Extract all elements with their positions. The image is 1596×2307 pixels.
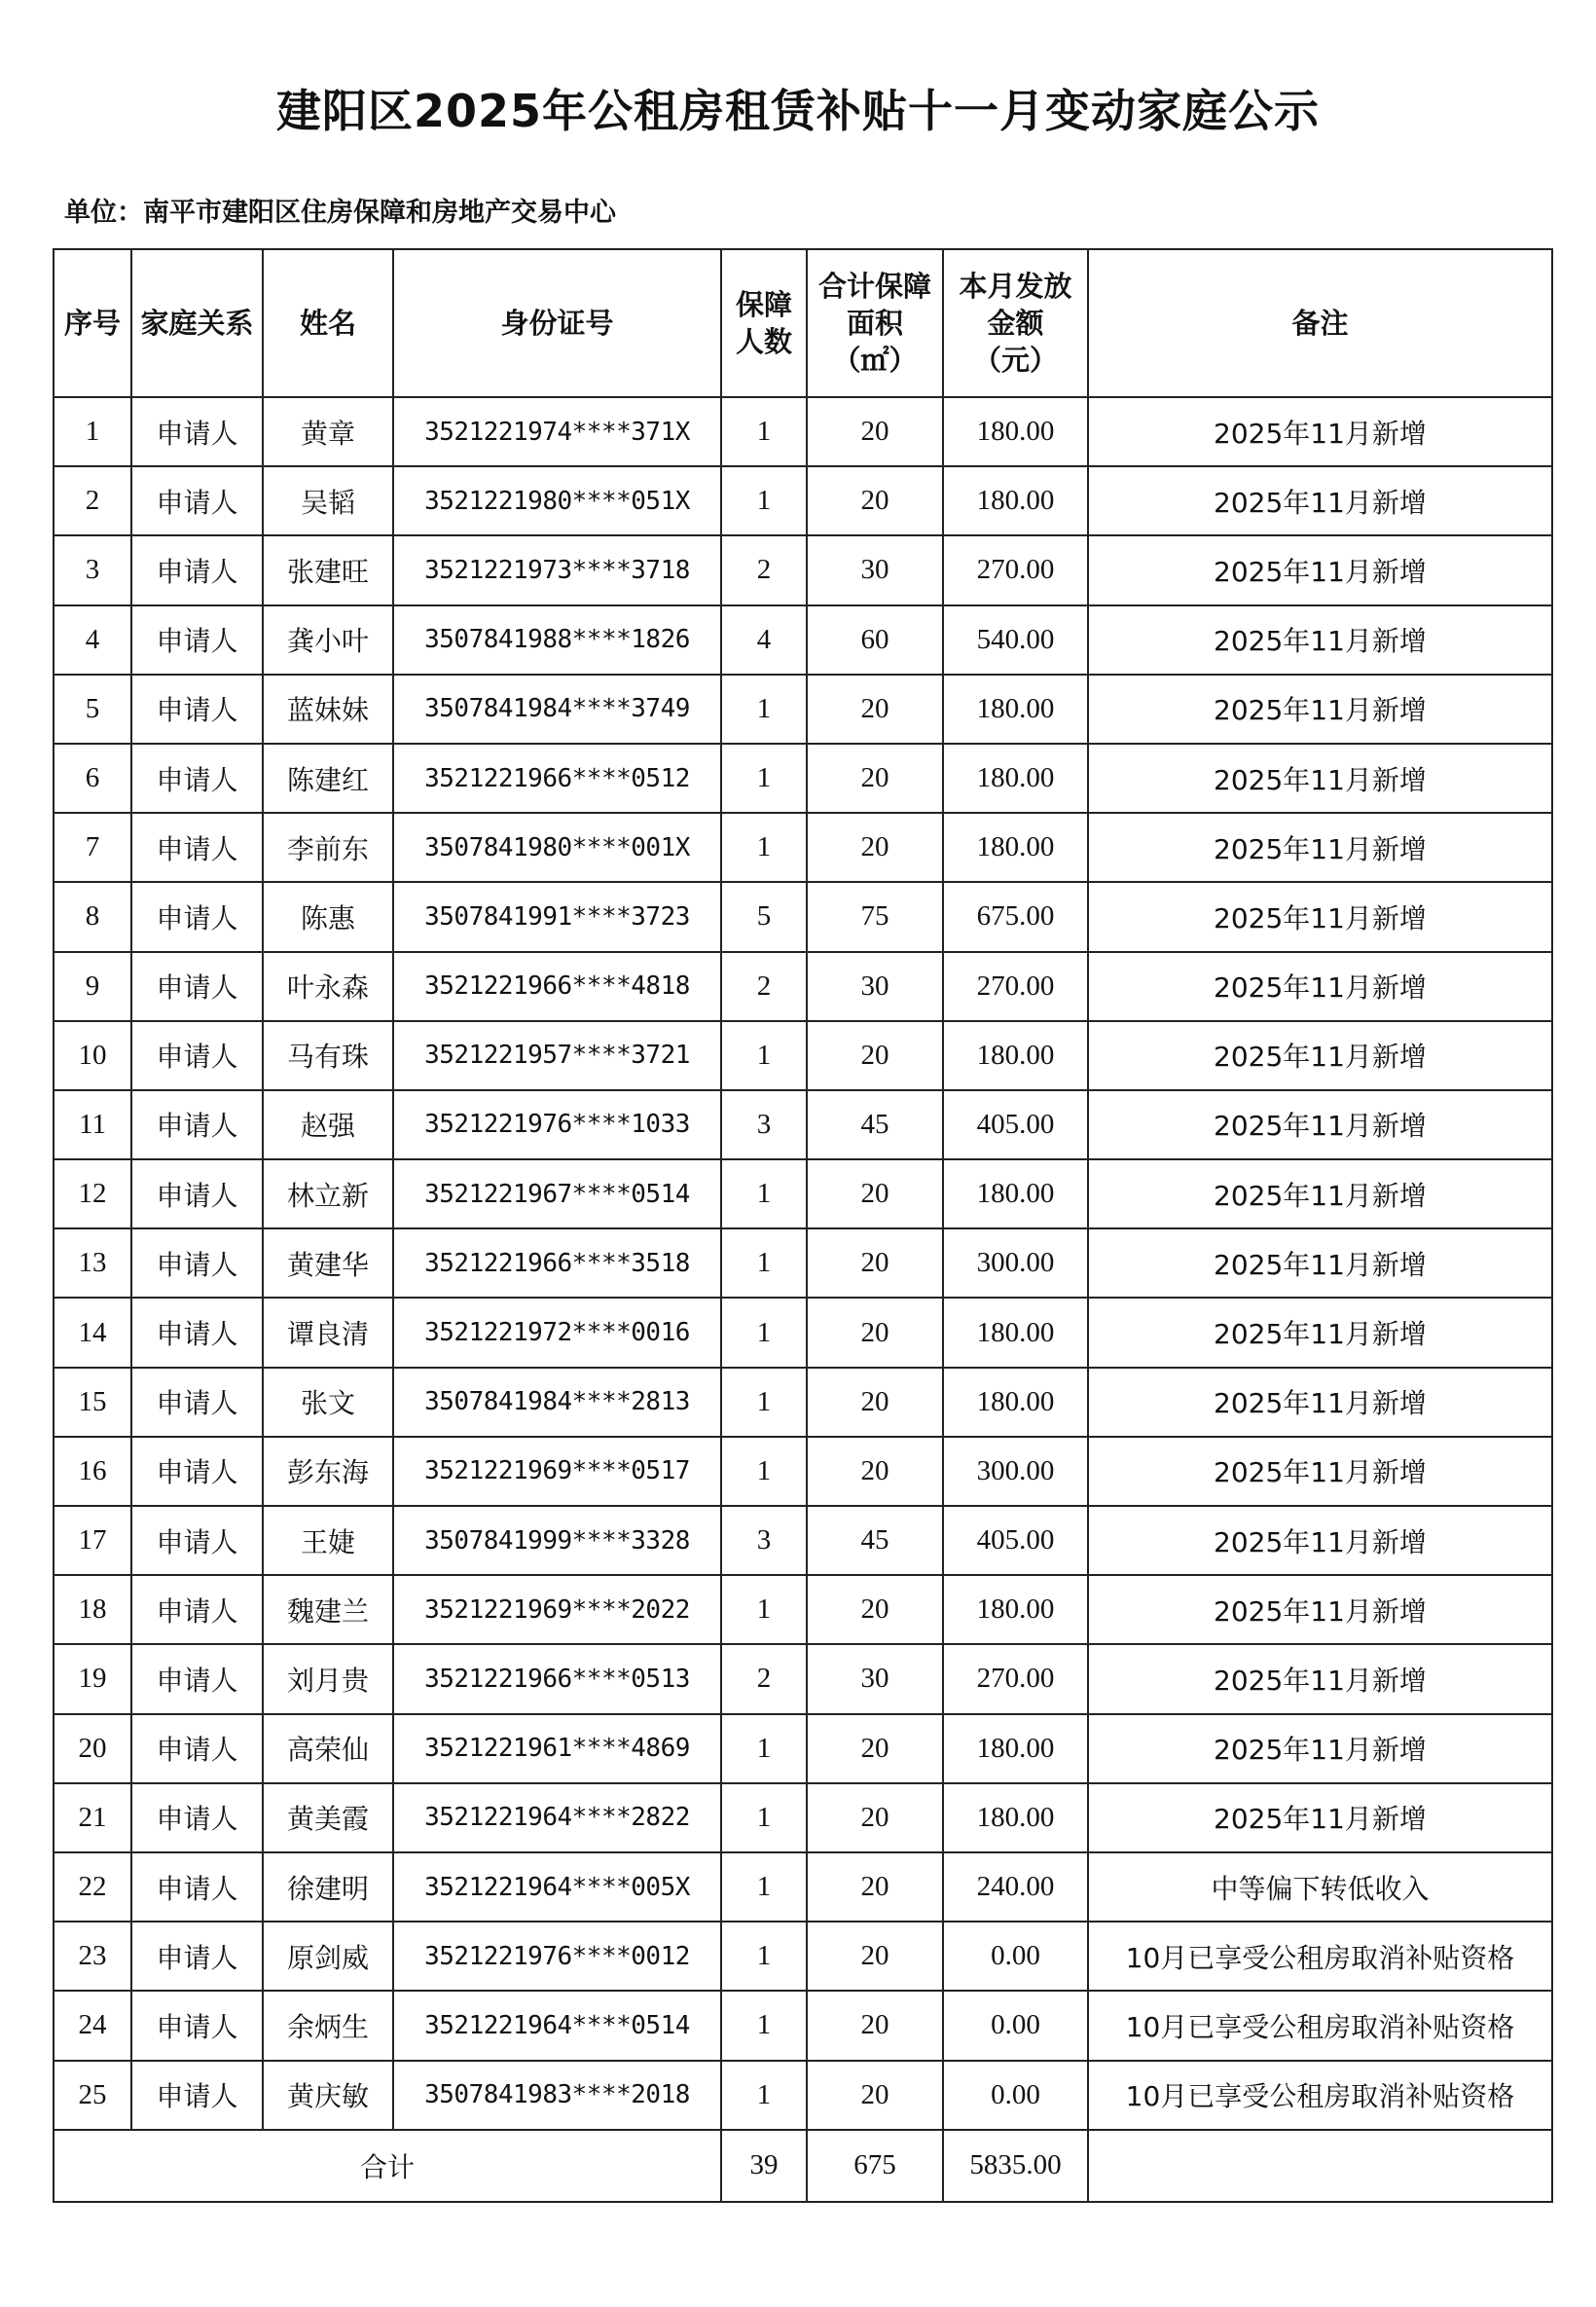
- cell-id: 3521221964****2822: [393, 1783, 721, 1852]
- cell-relation: 申请人: [131, 1090, 263, 1159]
- table-row: [54, 952, 1552, 1021]
- cell-relation: 申请人: [131, 1368, 263, 1437]
- header-relation: 家庭关系: [131, 249, 263, 397]
- cell-id: 3521221976****0012: [393, 1922, 721, 1991]
- cell-amount: 540.00: [943, 605, 1088, 675]
- table-row: [54, 1228, 1552, 1298]
- cell-seq: 19: [54, 1644, 131, 1713]
- cell-amount: 270.00: [943, 535, 1088, 604]
- cell-id: 3521221966****0513: [393, 1644, 721, 1713]
- cell-note: 2025年11月新增: [1088, 1575, 1552, 1644]
- cell-people: 1: [721, 2061, 807, 2130]
- cell-area: 20: [807, 1991, 943, 2060]
- cell-seq: 23: [54, 1922, 131, 1991]
- cell-note: 2025年11月新增: [1088, 813, 1552, 882]
- cell-amount: 405.00: [943, 1506, 1088, 1575]
- cell-relation: 申请人: [131, 1575, 263, 1644]
- cell-people: 1: [721, 1852, 807, 1922]
- header-area-line2: 面积: [846, 307, 903, 340]
- table-row: [54, 535, 1552, 604]
- cell-area: 20: [807, 813, 943, 882]
- cell-id: 3521221966****4818: [393, 952, 721, 1021]
- table-row: [54, 2061, 1552, 2130]
- cell-name: 马有珠: [263, 1021, 393, 1090]
- cell-relation: 申请人: [131, 1228, 263, 1298]
- cell-relation: 申请人: [131, 535, 263, 604]
- cell-seq: 6: [54, 744, 131, 813]
- cell-amount: 405.00: [943, 1090, 1088, 1159]
- cell-area: 20: [807, 1575, 943, 1644]
- cell-seq: 7: [54, 813, 131, 882]
- cell-note: 2025年11月新增: [1088, 952, 1552, 1021]
- cell-seq: 11: [54, 1090, 131, 1159]
- cell-note: 2025年11月新增: [1088, 1021, 1552, 1090]
- cell-area: 20: [807, 466, 943, 535]
- cell-people: 1: [721, 1922, 807, 1991]
- cell-amount: 270.00: [943, 952, 1088, 1021]
- header-row: [54, 249, 1552, 397]
- cell-seq: 9: [54, 952, 131, 1021]
- cell-name: 原剑威: [263, 1922, 393, 1991]
- cell-people: 1: [721, 1991, 807, 2060]
- cell-people: 1: [721, 1298, 807, 1367]
- cell-amount: 180.00: [943, 1783, 1088, 1852]
- header-people-line2: 人数: [735, 325, 792, 358]
- header-note: 备注: [1088, 249, 1552, 397]
- cell-amount: 0.00: [943, 2061, 1088, 2130]
- header-area-line1: 合计保障: [817, 270, 931, 303]
- cell-id: 3521221964****005X: [393, 1852, 721, 1922]
- cell-people: 1: [721, 1021, 807, 1090]
- total-row: [54, 2130, 1552, 2202]
- cell-area: 20: [807, 1159, 943, 1228]
- cell-seq: 4: [54, 605, 131, 675]
- cell-amount: 180.00: [943, 1298, 1088, 1367]
- cell-note: 2025年11月新增: [1088, 1506, 1552, 1575]
- total-amount: 5835.00: [943, 2130, 1088, 2202]
- cell-relation: 申请人: [131, 1852, 263, 1922]
- cell-area: 20: [807, 675, 943, 744]
- cell-note: 2025年11月新增: [1088, 744, 1552, 813]
- cell-note: 2025年11月新增: [1088, 466, 1552, 535]
- cell-area: 75: [807, 882, 943, 951]
- header-amount-line1: 本月发放: [959, 270, 1072, 303]
- cell-amount: 180.00: [943, 397, 1088, 466]
- cell-people: 2: [721, 952, 807, 1021]
- cell-relation: 申请人: [131, 466, 263, 535]
- table-row: [54, 1298, 1552, 1367]
- cell-id: 3521221966****3518: [393, 1228, 721, 1298]
- cell-area: 20: [807, 1021, 943, 1090]
- cell-amount: 180.00: [943, 1714, 1088, 1783]
- cell-note: 2025年11月新增: [1088, 1090, 1552, 1159]
- cell-id: 3521221961****4869: [393, 1714, 721, 1783]
- cell-amount: 180.00: [943, 1368, 1088, 1437]
- cell-id: 3507841999****3328: [393, 1506, 721, 1575]
- cell-amount: 0.00: [943, 1922, 1088, 1991]
- cell-amount: 180.00: [943, 1575, 1088, 1644]
- cell-note: 2025年11月新增: [1088, 397, 1552, 466]
- cell-note: 2025年11月新增: [1088, 535, 1552, 604]
- cell-area: 45: [807, 1090, 943, 1159]
- cell-id: 3507841983****2018: [393, 2061, 721, 2130]
- cell-name: 叶永森: [263, 952, 393, 1021]
- cell-area: 20: [807, 1852, 943, 1922]
- cell-id: 3521221957****3721: [393, 1021, 721, 1090]
- cell-id: 3521221976****1033: [393, 1090, 721, 1159]
- table-row: [54, 605, 1552, 675]
- cell-relation: 申请人: [131, 952, 263, 1021]
- cell-note: 中等偏下转低收入: [1088, 1852, 1552, 1922]
- cell-relation: 申请人: [131, 744, 263, 813]
- header-amount: [943, 249, 1088, 397]
- cell-seq: 3: [54, 535, 131, 604]
- table-row: [54, 744, 1552, 813]
- table-row: [54, 466, 1552, 535]
- cell-area: 20: [807, 744, 943, 813]
- cell-note: 2025年11月新增: [1088, 1298, 1552, 1367]
- table-row: [54, 1368, 1552, 1437]
- cell-people: 5: [721, 882, 807, 951]
- issuing-unit: 单位：南平市建阳区住房保障和房地产交易中心: [64, 198, 616, 228]
- cell-id: 3507841984****2813: [393, 1368, 721, 1437]
- cell-relation: 申请人: [131, 675, 263, 744]
- table-row: [54, 1437, 1552, 1506]
- table-row: [54, 1159, 1552, 1228]
- cell-seq: 25: [54, 2061, 131, 2130]
- cell-people: 1: [721, 1575, 807, 1644]
- cell-relation: 申请人: [131, 882, 263, 951]
- cell-people: 1: [721, 397, 807, 466]
- cell-people: 1: [721, 675, 807, 744]
- cell-seq: 24: [54, 1991, 131, 2060]
- header-id: 身份证号: [393, 249, 721, 397]
- cell-name: 张文: [263, 1368, 393, 1437]
- cell-seq: 5: [54, 675, 131, 744]
- table-row: [54, 1506, 1552, 1575]
- cell-relation: 申请人: [131, 1783, 263, 1852]
- cell-id: 3507841991****3723: [393, 882, 721, 951]
- cell-relation: 申请人: [131, 1298, 263, 1367]
- cell-seq: 2: [54, 466, 131, 535]
- cell-id: 3521221973****3718: [393, 535, 721, 604]
- table-row: [54, 1021, 1552, 1090]
- cell-seq: 8: [54, 882, 131, 951]
- cell-people: 3: [721, 1090, 807, 1159]
- cell-name: 李前东: [263, 813, 393, 882]
- cell-name: 黄建华: [263, 1228, 393, 1298]
- cell-id: 3521221964****0514: [393, 1991, 721, 2060]
- cell-id: 3507841984****3749: [393, 675, 721, 744]
- total-people: 39: [721, 2130, 807, 2202]
- cell-note: 2025年11月新增: [1088, 1228, 1552, 1298]
- cell-seq: 16: [54, 1437, 131, 1506]
- cell-people: 2: [721, 535, 807, 604]
- cell-name: 黄章: [263, 397, 393, 466]
- cell-name: 赵强: [263, 1090, 393, 1159]
- cell-people: 4: [721, 605, 807, 675]
- cell-relation: 申请人: [131, 397, 263, 466]
- cell-people: 1: [721, 1368, 807, 1437]
- cell-relation: 申请人: [131, 1922, 263, 1991]
- cell-seq: 20: [54, 1714, 131, 1783]
- cell-seq: 17: [54, 1506, 131, 1575]
- table-row: [54, 1090, 1552, 1159]
- header-amount-line3: （元）: [972, 344, 1058, 377]
- cell-area: 20: [807, 2061, 943, 2130]
- cell-name: 魏建兰: [263, 1575, 393, 1644]
- cell-amount: 0.00: [943, 1991, 1088, 2060]
- cell-note: 10月已享受公租房取消补贴资格: [1088, 1991, 1552, 2060]
- cell-name: 陈建红: [263, 744, 393, 813]
- table-row: [54, 882, 1552, 951]
- cell-amount: 180.00: [943, 1159, 1088, 1228]
- cell-id: 3521221969****2022: [393, 1575, 721, 1644]
- cell-name: 谭良清: [263, 1298, 393, 1367]
- table-row: [54, 675, 1552, 744]
- cell-people: 1: [721, 1159, 807, 1228]
- cell-name: 黄美霞: [263, 1783, 393, 1852]
- cell-amount: 240.00: [943, 1852, 1088, 1922]
- cell-relation: 申请人: [131, 605, 263, 675]
- cell-name: 林立新: [263, 1159, 393, 1228]
- cell-seq: 12: [54, 1159, 131, 1228]
- cell-id: 3521221966****0512: [393, 744, 721, 813]
- cell-name: 徐建明: [263, 1852, 393, 1922]
- cell-note: 2025年11月新增: [1088, 605, 1552, 675]
- cell-note: 2025年11月新增: [1088, 1714, 1552, 1783]
- cell-id: 3521221980****051X: [393, 466, 721, 535]
- cell-area: 20: [807, 1437, 943, 1506]
- total-area: 675: [807, 2130, 943, 2202]
- cell-amount: 300.00: [943, 1437, 1088, 1506]
- subsidy-table: [53, 248, 1553, 2203]
- cell-id: 3507841988****1826: [393, 605, 721, 675]
- cell-seq: 15: [54, 1368, 131, 1437]
- cell-note: 2025年11月新增: [1088, 1783, 1552, 1852]
- cell-area: 20: [807, 1228, 943, 1298]
- table-row: [54, 1783, 1552, 1852]
- cell-amount: 300.00: [943, 1228, 1088, 1298]
- cell-name: 高荣仙: [263, 1714, 393, 1783]
- cell-relation: 申请人: [131, 2061, 263, 2130]
- cell-relation: 申请人: [131, 1991, 263, 2060]
- cell-seq: 1: [54, 397, 131, 466]
- cell-name: 张建旺: [263, 535, 393, 604]
- cell-id: 3521221969****0517: [393, 1437, 721, 1506]
- cell-note: 2025年11月新增: [1088, 882, 1552, 951]
- header-people-line1: 保障: [735, 288, 792, 321]
- total-label: 合计: [54, 2130, 721, 2202]
- cell-area: 45: [807, 1506, 943, 1575]
- cell-name: 彭东海: [263, 1437, 393, 1506]
- cell-name: 王婕: [263, 1506, 393, 1575]
- cell-note: 2025年11月新增: [1088, 675, 1552, 744]
- cell-relation: 申请人: [131, 1021, 263, 1090]
- table-row: [54, 813, 1552, 882]
- header-people: [721, 249, 807, 397]
- cell-seq: 10: [54, 1021, 131, 1090]
- cell-people: 1: [721, 1714, 807, 1783]
- cell-note: 2025年11月新增: [1088, 1644, 1552, 1713]
- cell-name: 吴韬: [263, 466, 393, 535]
- cell-relation: 申请人: [131, 813, 263, 882]
- cell-note: 2025年11月新增: [1088, 1368, 1552, 1437]
- cell-seq: 22: [54, 1852, 131, 1922]
- header-seq: 序号: [54, 249, 131, 397]
- cell-seq: 18: [54, 1575, 131, 1644]
- table-row: [54, 1714, 1552, 1783]
- cell-area: 30: [807, 952, 943, 1021]
- cell-name: 蓝妹妹: [263, 675, 393, 744]
- cell-seq: 14: [54, 1298, 131, 1367]
- cell-area: 20: [807, 1783, 943, 1852]
- table-row: [54, 1991, 1552, 2060]
- cell-people: 1: [721, 744, 807, 813]
- total-note: [1088, 2130, 1552, 2202]
- cell-id: 3521221967****0514: [393, 1159, 721, 1228]
- cell-name: 陈惠: [263, 882, 393, 951]
- table-body: [54, 397, 1552, 2130]
- cell-note: 2025年11月新增: [1088, 1437, 1552, 1506]
- cell-area: 20: [807, 1922, 943, 1991]
- cell-note: 2025年11月新增: [1088, 1159, 1552, 1228]
- cell-area: 20: [807, 1368, 943, 1437]
- cell-amount: 180.00: [943, 675, 1088, 744]
- header-area-line3: （㎡）: [832, 344, 918, 377]
- cell-people: 1: [721, 466, 807, 535]
- cell-name: 余炳生: [263, 1991, 393, 2060]
- table-row: [54, 1922, 1552, 1991]
- header-name: 姓名: [263, 249, 393, 397]
- cell-amount: 180.00: [943, 813, 1088, 882]
- page-title: 建阳区2025年公租房租赁补贴十一月变动家庭公示: [275, 85, 1321, 137]
- cell-note: 10月已享受公租房取消补贴资格: [1088, 1922, 1552, 1991]
- cell-area: 20: [807, 1714, 943, 1783]
- cell-id: 3507841980****001X: [393, 813, 721, 882]
- table-row: [54, 1644, 1552, 1713]
- cell-seq: 13: [54, 1228, 131, 1298]
- cell-people: 3: [721, 1506, 807, 1575]
- cell-amount: 180.00: [943, 744, 1088, 813]
- cell-people: 1: [721, 813, 807, 882]
- cell-relation: 申请人: [131, 1714, 263, 1783]
- cell-relation: 申请人: [131, 1437, 263, 1506]
- header-amount-line2: 金额: [987, 307, 1044, 340]
- cell-area: 60: [807, 605, 943, 675]
- cell-relation: 申请人: [131, 1159, 263, 1228]
- cell-area: 30: [807, 535, 943, 604]
- cell-people: 2: [721, 1644, 807, 1713]
- cell-note: 10月已享受公租房取消补贴资格: [1088, 2061, 1552, 2130]
- cell-people: 1: [721, 1437, 807, 1506]
- cell-area: 20: [807, 1298, 943, 1367]
- cell-amount: 270.00: [943, 1644, 1088, 1713]
- cell-name: 黄庆敏: [263, 2061, 393, 2130]
- cell-name: 刘月贵: [263, 1644, 393, 1713]
- cell-relation: 申请人: [131, 1644, 263, 1713]
- cell-people: 1: [721, 1228, 807, 1298]
- cell-amount: 180.00: [943, 1021, 1088, 1090]
- cell-relation: 申请人: [131, 1506, 263, 1575]
- header-area: [807, 249, 943, 397]
- cell-people: 1: [721, 1783, 807, 1852]
- cell-amount: 180.00: [943, 466, 1088, 535]
- table-row: [54, 1575, 1552, 1644]
- cell-seq: 21: [54, 1783, 131, 1852]
- table-row: [54, 397, 1552, 466]
- table-row: [54, 1852, 1552, 1922]
- cell-id: 3521221972****0016: [393, 1298, 721, 1367]
- cell-amount: 675.00: [943, 882, 1088, 951]
- cell-id: 3521221974****371X: [393, 397, 721, 466]
- cell-area: 20: [807, 397, 943, 466]
- cell-name: 龚小叶: [263, 605, 393, 675]
- cell-area: 30: [807, 1644, 943, 1713]
